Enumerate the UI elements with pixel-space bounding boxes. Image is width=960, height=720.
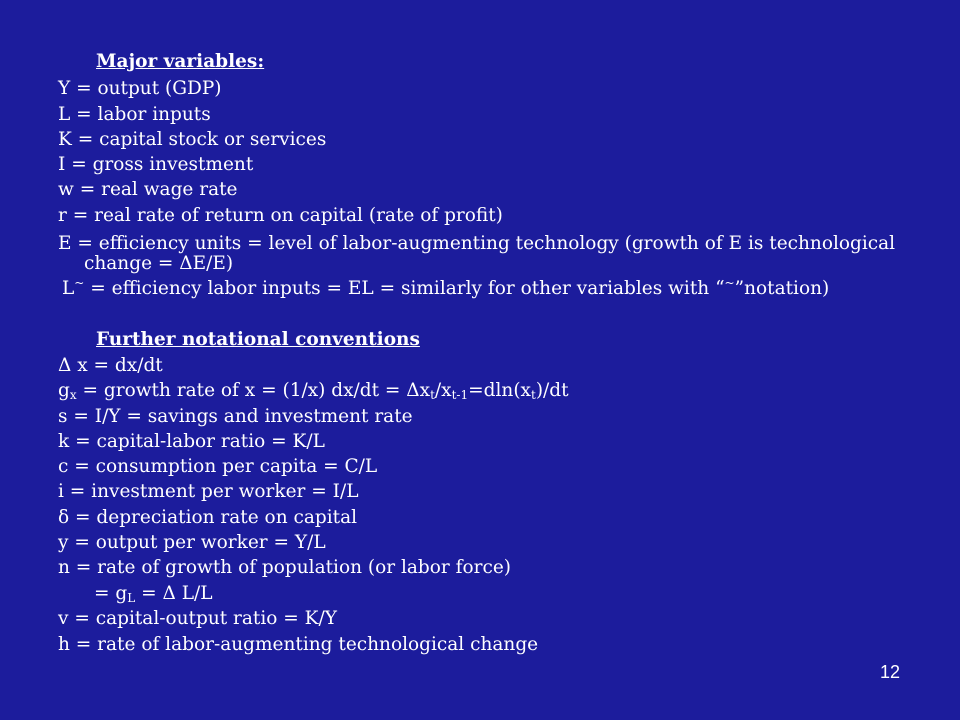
convention-n-continued [94,582,213,606]
variable-w: w = real wage rate [58,179,238,200]
convention-c: c = consumption per capita = C/L [58,456,378,477]
n-cont-g: = g [94,583,128,604]
delta-definition: Δ x = dx/dt [58,355,163,376]
convention-delta: δ = depreciation rate on capital [58,507,358,528]
convention-y: y = output per worker = Y/L [58,532,326,553]
growth-over-x: /x [434,380,452,401]
convention-s: s = I/Y = savings and investment rate [58,406,413,427]
n-cont-text: = Δ L/L [135,583,213,604]
tilde-mark-quote: ~ [724,275,735,290]
growth-dln: =dln(x [468,380,531,401]
growth-rate-definition [58,379,569,403]
variable-e-line1: E = efficiency units = level of labor-augmenting technology (growth of E is technological [58,233,896,254]
growth-text: = growth rate of x = (1/x) dx/dt = Δx [76,380,431,401]
l-tilde-text: = efficiency labor inputs = EL = similarly for other variables with “ [90,278,725,299]
l-tilde-symbol: L [62,278,75,299]
heading-further-conventions: Further notational conventions [96,329,420,350]
convention-h: h = rate of labor-augmenting technological change [58,634,539,655]
variable-y: Y = output (GDP) [58,78,222,99]
variable-l: L = labor inputs [58,104,211,125]
growth-xt1-sub: t-1 [451,388,469,402]
variable-l-tilde [62,277,829,301]
variable-k: K = capital stock or services [58,129,327,150]
variable-i: I = gross investment [58,154,254,175]
variable-r: r = real rate of return on capital (rate of profit) [58,205,503,226]
n-cont-g-sub: L [127,591,136,605]
growth-dt: )/dt [535,380,569,401]
variable-e-line2: change = ΔE/E) [84,253,234,274]
growth-xt-sub: t [430,388,435,402]
convention-i: i = investment per worker = I/L [58,481,359,502]
convention-k: k = capital-labor ratio = K/L [58,431,325,452]
growth-dln-sub: t [530,388,536,402]
heading-major-variables: Major variables: [96,51,265,72]
growth-g: g [58,380,70,401]
l-tilde-text-end: ”notation) [734,278,830,299]
tilde-mark: ~ [74,275,85,290]
convention-v: v = capital-output ratio = K/Y [58,608,337,629]
page-number: 12 [879,662,900,682]
convention-n: n = rate of growth of population (or labor force) [58,557,511,578]
growth-g-sub: x [69,388,77,402]
